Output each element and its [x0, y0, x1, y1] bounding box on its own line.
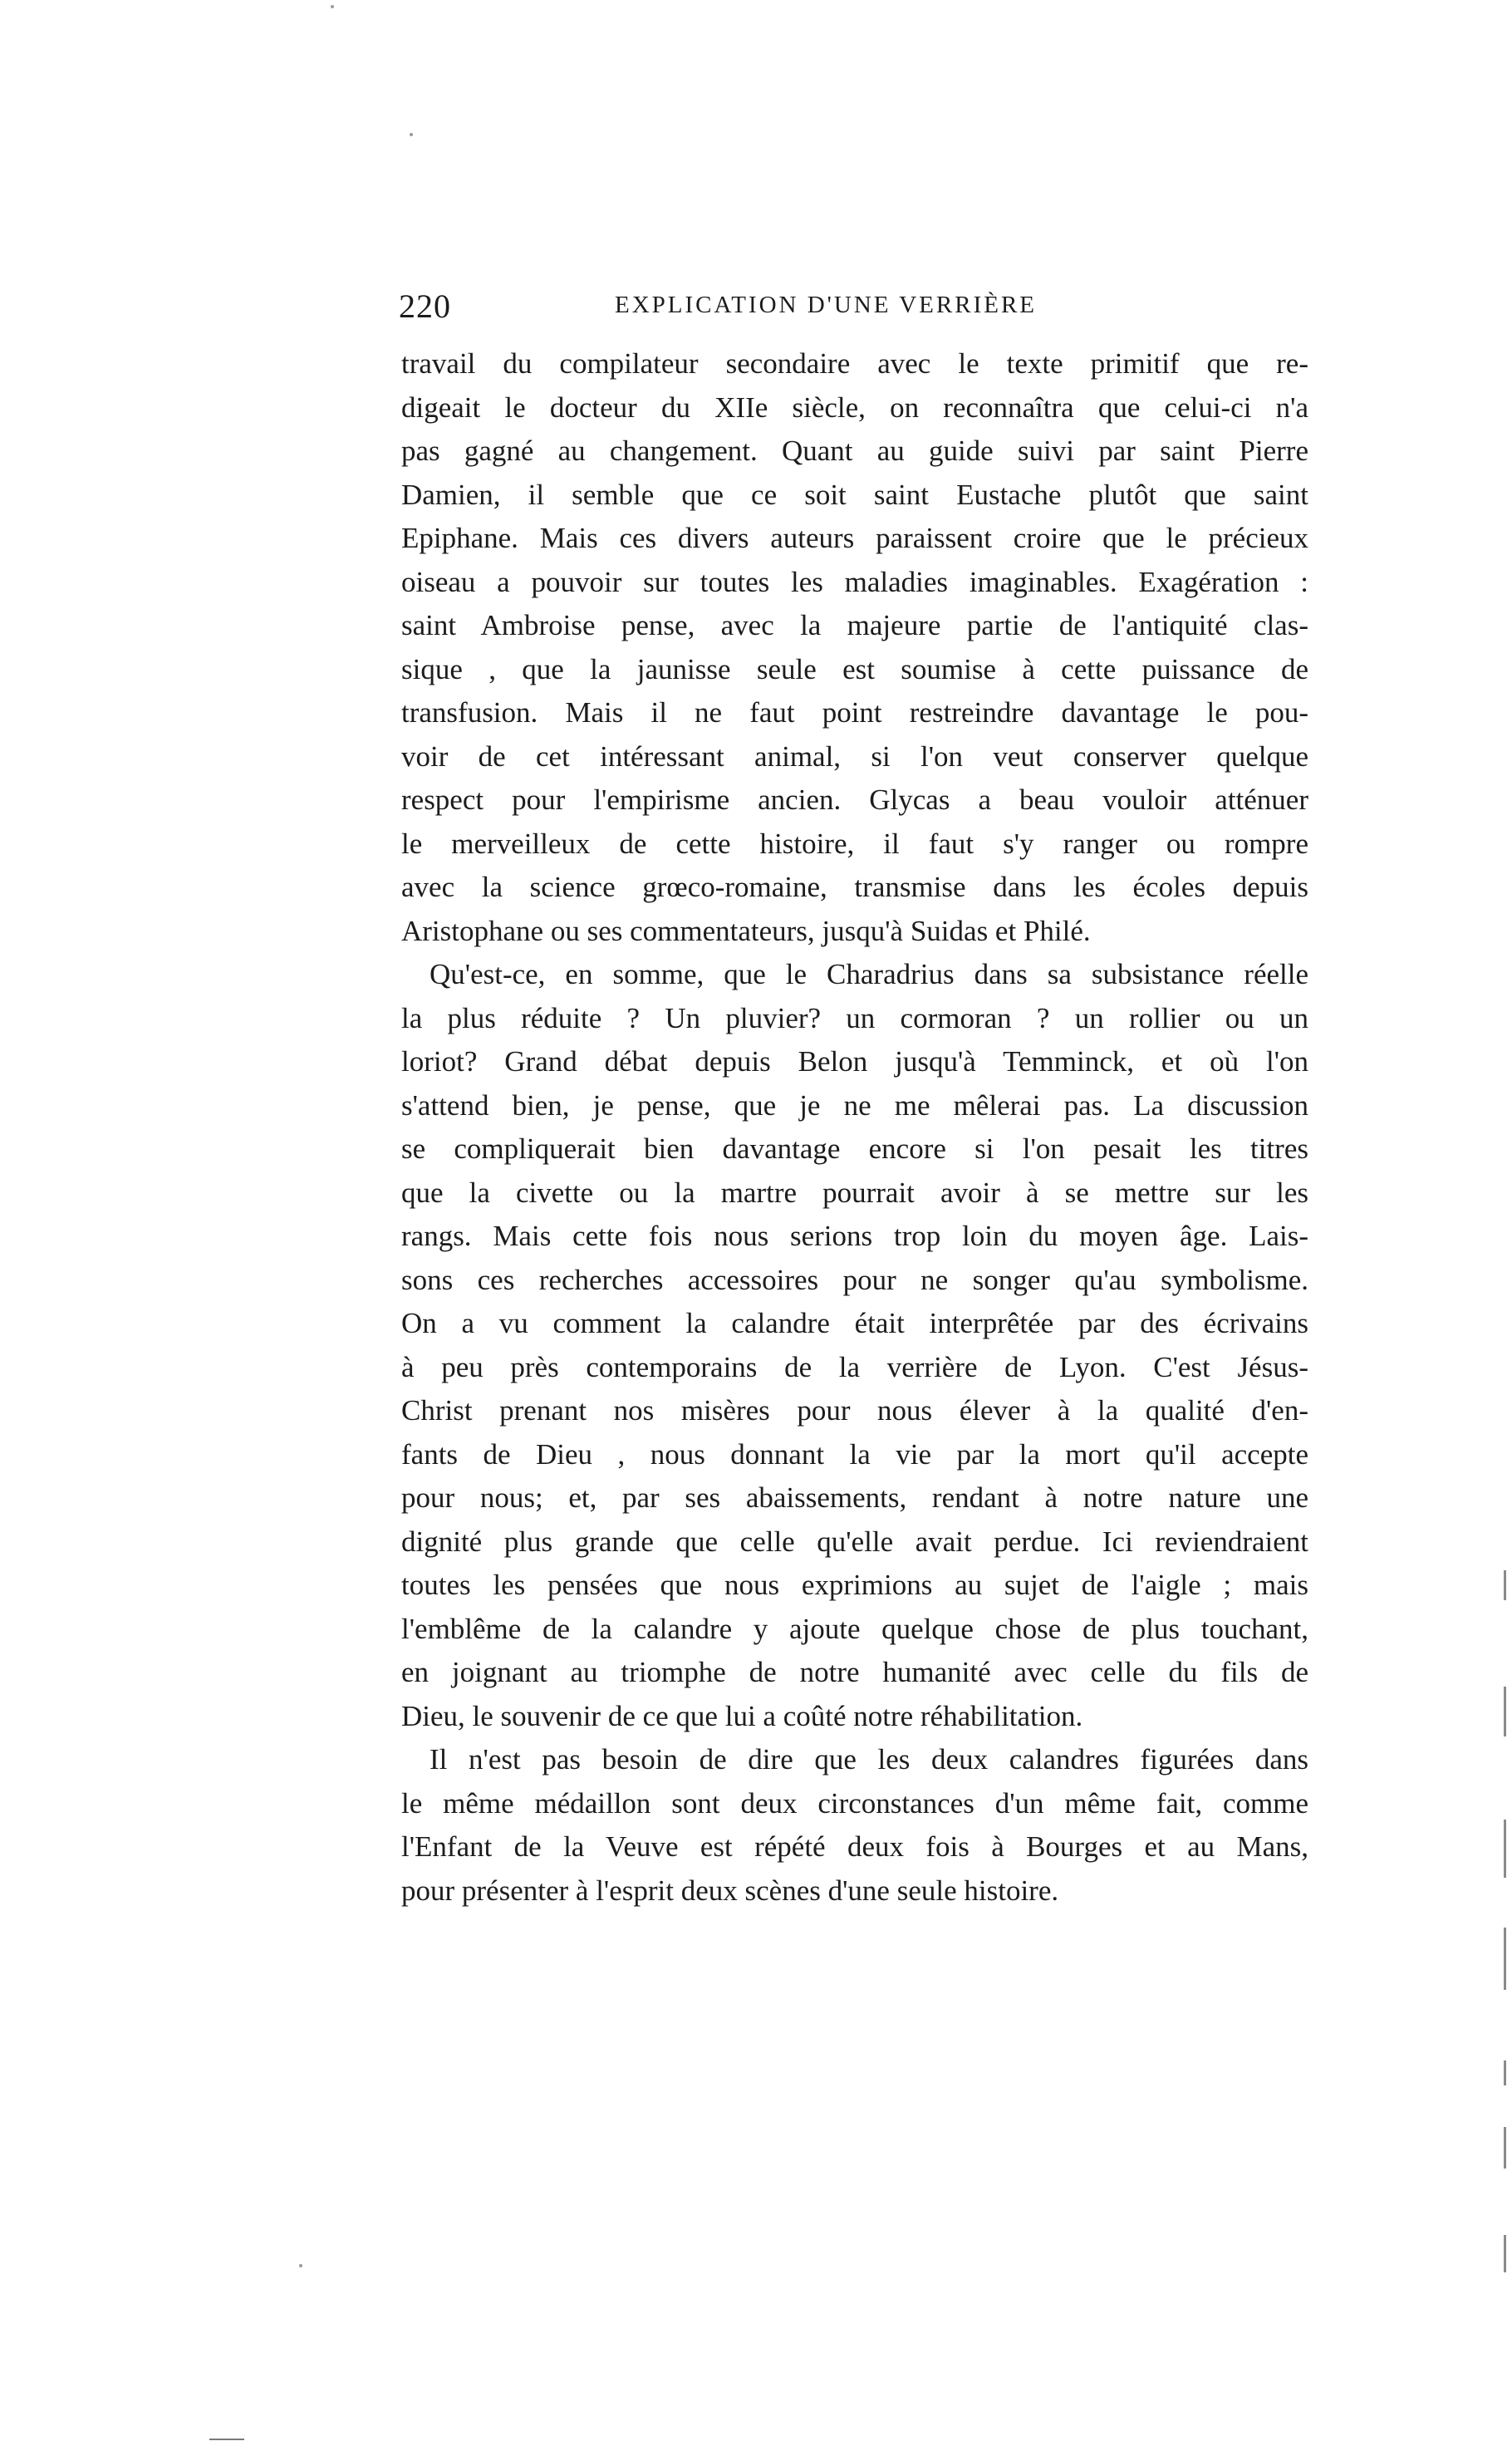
scan-speck — [299, 2264, 302, 2267]
paragraph-2 — [401, 953, 1308, 1738]
scan-speck — [410, 133, 413, 136]
paragraph-1 — [401, 342, 1308, 953]
text-line: à peu près contemporains de la verrière de Lyon. C'est Jésus- — [401, 1350, 1308, 1383]
scan-edge-mark — [1504, 2061, 1506, 2085]
page-number: 220 — [399, 287, 451, 325]
text-line: sique , que la jaunisse seule est soumise à cette puissance de — [401, 652, 1308, 685]
text-line: s'attend bien, je pense, que je ne me mêlerai pas. La discussion — [401, 1088, 1308, 1122]
text-line: loriot? Grand débat depuis Belon jusqu'à Temminck, et où l'on — [401, 1045, 1308, 1078]
text-line: pour nous; et, par ses abaissements, rendant à notre nature une — [401, 1481, 1308, 1514]
text-line: Christ prenant nos misères pour nous élever à la qualité d'en- — [401, 1394, 1308, 1427]
text-line: en joignant au triomphe de notre humanité avec celle du fils de — [401, 1656, 1308, 1688]
scan-edge-mark — [1504, 1820, 1506, 1878]
text-line: fants de Dieu , nous donnant la vie par la mort qu'il accepte — [401, 1437, 1308, 1471]
text-line: transfusion. Mais il ne faut point restreindre davantage le pou- — [401, 696, 1308, 729]
text-line: pour présenter à l'esprit deux scènes d'une seule histoire. — [401, 1874, 1059, 1907]
scan-edge-mark — [1504, 1570, 1506, 1600]
text-line: Dieu, le souvenir de ce que lui a coûté notre réhabilitation. — [401, 1699, 1083, 1732]
scan-edge-mark — [1504, 1687, 1506, 1736]
text-line: voir de cet intéressant animal, si l'on veut conserver quelque — [401, 739, 1308, 773]
paragraph-3 — [401, 1738, 1308, 1913]
text-line: digeait le docteur du XIIe siècle, on reconnaîtra que celui-ci n'a — [401, 390, 1308, 424]
text-line: respect pour l'empirisme ancien. Glycas a beau vouloir atténuer — [401, 783, 1308, 816]
text-line: oiseau a pouvoir sur toutes les maladies imaginables. Exagération : — [401, 565, 1308, 598]
text-line: saint Ambroise pense, avec la majeure partie de l'antiquité clas- — [401, 609, 1308, 641]
text-line: l'emblême de la calandre y ajoute quelque chose de plus touchant, — [401, 1612, 1308, 1645]
text-line: Il n'est pas besoin de dire que les deux calandres figurées dans — [430, 1743, 1308, 1776]
text-line: la plus réduite ? Un pluvier? un cormoran ? un rollier ou un — [401, 1001, 1308, 1034]
text-line: Aristophane ou ses commentateurs, jusqu'à Suidas et Philé. — [401, 914, 1091, 947]
text-line: l'Enfant de la Veuve est répété deux fois à Bourges et au Mans, — [401, 1830, 1308, 1863]
body-text — [401, 342, 1308, 1913]
running-title: EXPLICATION D'UNE VERRIÈRE — [615, 292, 1038, 318]
text-line: que la civette ou la martre pourrait avoir à se mettre sur les — [401, 1176, 1308, 1209]
text-line: Epiphane. Mais ces divers auteurs paraissent croire que le précieux — [401, 522, 1308, 554]
scan-edge-mark — [1504, 2127, 1506, 2169]
text-line: travail du compilateur secondaire avec le texte primitif que re- — [401, 347, 1308, 380]
scan-footer-rule — [209, 2439, 244, 2440]
text-line: sons ces recherches accessoires pour ne songer qu'au symbolisme. — [401, 1263, 1308, 1296]
scan-edge-mark — [1504, 2235, 1506, 2272]
text-line: Damien, il semble que ce soit saint Eustache plutôt que saint — [401, 478, 1308, 511]
text-line: se compliquerait bien davantage encore si l'on pesait les titres — [401, 1132, 1308, 1165]
text-line: avec la science grœco-romaine, transmise dans les écoles depuis — [401, 871, 1308, 903]
text-line: toutes les pensées que nous exprimions au sujet de l'aigle ; mais — [401, 1569, 1308, 1601]
text-line: Qu'est-ce, en somme, que le Charadrius dans sa subsistance réelle — [430, 958, 1308, 990]
scan-speck — [331, 5, 334, 8]
running-header — [399, 287, 1304, 336]
text-line: rangs. Mais cette fois nous serions trop loin du moyen âge. Lais- — [401, 1220, 1308, 1252]
text-line: dignité plus grande que celle qu'elle avait perdue. Ici reviendraient — [401, 1525, 1308, 1558]
scan-edge-mark — [1504, 1928, 1506, 1990]
text-line: le merveilleux de cette histoire, il faut s'y ranger ou rompre — [401, 827, 1308, 860]
text-line: pas gagné au changement. Quant au guide suivi par saint Pierre — [401, 435, 1308, 467]
text-line: le même médaillon sont deux circonstances d'un même fait, comme — [401, 1786, 1308, 1820]
text-line: On a vu comment la calandre était interprêtée par des écrivains — [401, 1307, 1308, 1339]
